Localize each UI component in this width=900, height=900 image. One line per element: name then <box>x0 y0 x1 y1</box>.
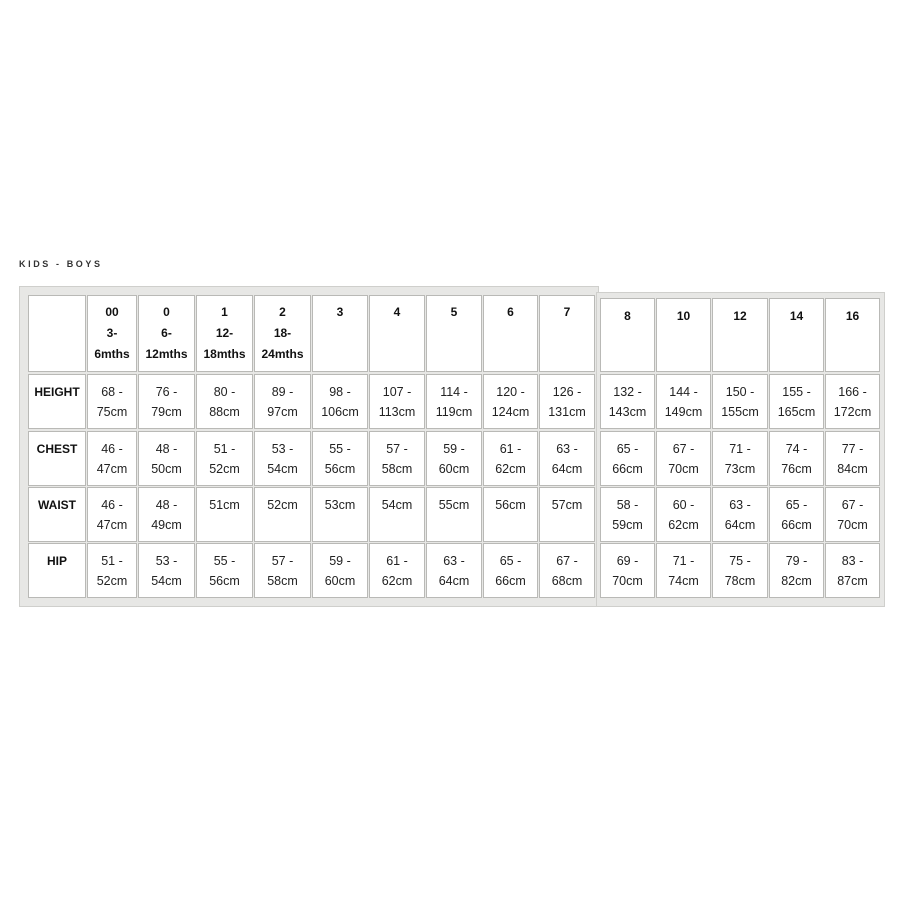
measurement-cell <box>369 431 425 486</box>
measurement-cell <box>138 374 195 429</box>
cell-line: 126 - <box>552 385 582 399</box>
measurement-cell <box>312 487 368 542</box>
size-header-cell <box>825 298 880 372</box>
cell-line: 143cm <box>608 405 647 419</box>
cell-line: 131cm <box>548 405 586 419</box>
measurement-cell <box>483 374 538 429</box>
cell-line: 113cm <box>378 405 416 419</box>
cell-line: 6 <box>507 305 514 319</box>
size-header-cell <box>656 298 711 372</box>
cell-line: 51cm <box>209 498 240 512</box>
cell-line: 165cm <box>777 405 816 419</box>
cell-line: 3 <box>336 305 344 319</box>
measurement-cell <box>825 487 880 542</box>
cell-line: 6- <box>161 326 172 340</box>
cell-line: 51 - <box>213 442 236 456</box>
cell-line: 61 - <box>386 554 408 568</box>
size-chart-title: KIDS - BOYS <box>19 259 103 269</box>
cell-line: 57 - <box>271 554 294 568</box>
cell-line: 51 - <box>101 554 123 568</box>
measurement-cell <box>87 431 137 486</box>
cell-line: 64cm <box>724 518 756 532</box>
cell-line: 10 <box>676 309 691 323</box>
measurement-cell <box>539 487 595 542</box>
cell-line: 8 <box>624 309 631 323</box>
cell-line: 67 - <box>841 498 864 512</box>
cell-line: 106cm <box>321 405 359 419</box>
cell-line: 66cm <box>781 518 812 532</box>
cell-line: 12mths <box>145 347 188 361</box>
cell-line: 52cm <box>96 574 128 588</box>
measurement-cell <box>312 543 368 598</box>
measurement-cell <box>712 374 768 429</box>
size-header-cell <box>254 295 311 372</box>
row-label-waist: WAIST <box>28 487 86 542</box>
cell-line: 132 - <box>613 385 642 399</box>
cell-line: 119cm <box>435 405 473 419</box>
cell-line: 4 <box>393 305 401 319</box>
cell-line: 57cm <box>551 498 583 512</box>
measurement-cell <box>254 487 311 542</box>
cell-line: 57 - <box>386 442 408 456</box>
measurement-cell <box>825 543 880 598</box>
cell-line: 47cm <box>96 518 128 532</box>
measurement-cell <box>196 431 253 486</box>
cell-line: 70cm <box>612 574 643 588</box>
measurement-cell <box>483 431 538 486</box>
cell-line: 0 <box>163 305 170 319</box>
measurement-cell <box>196 374 253 429</box>
measurement-cell <box>825 374 880 429</box>
cell-line: 55 - <box>329 442 351 456</box>
size-header-cell <box>426 295 482 372</box>
cell-line: 87cm <box>837 574 868 588</box>
cell-line: 18- <box>273 326 292 340</box>
measurement-cell <box>712 431 768 486</box>
measurement-cell <box>712 487 768 542</box>
cell-line: 49cm <box>151 518 182 532</box>
measurement-cell <box>769 374 824 429</box>
measurement-cell <box>138 487 195 542</box>
cell-line: 58cm <box>267 574 298 588</box>
cell-line: 47cm <box>96 462 128 476</box>
measurement-cell <box>539 374 595 429</box>
cell-line: 48 - <box>155 498 178 512</box>
cell-line: 150 - <box>725 385 755 399</box>
cell-line: 54cm <box>151 574 182 588</box>
measurement-cell <box>369 374 425 429</box>
measurement-cell <box>254 374 311 429</box>
cell-line: 60cm <box>324 574 356 588</box>
cell-line: 83 - <box>841 554 864 568</box>
cell-line: 172cm <box>833 405 872 419</box>
cell-line: 73cm <box>724 462 756 476</box>
cell-line: 120 - <box>496 385 525 399</box>
measurement-cell <box>656 487 711 542</box>
cell-line: 53cm <box>324 498 356 512</box>
measurement-cell <box>426 374 482 429</box>
cell-line: 18mths <box>203 347 246 361</box>
measurement-cell <box>369 543 425 598</box>
measurement-cell <box>769 543 824 598</box>
cell-line: 71 - <box>672 554 695 568</box>
cell-line: 114 - <box>440 385 468 399</box>
cell-line: 53 - <box>271 442 294 456</box>
cell-line: 65 - <box>785 498 808 512</box>
measurement-cell <box>426 543 482 598</box>
measurement-cell <box>87 487 137 542</box>
cell-line: 78cm <box>724 574 756 588</box>
measurement-cell <box>600 431 655 486</box>
row-label-height: HEIGHT <box>28 374 86 429</box>
cell-line: 88cm <box>209 405 240 419</box>
cell-line: 82cm <box>781 574 812 588</box>
cell-line: 55 - <box>213 554 236 568</box>
size-header-cell <box>87 295 137 372</box>
cell-line: 80 - <box>213 385 236 399</box>
size-header-cell <box>483 295 538 372</box>
measurement-cell <box>712 543 768 598</box>
measurement-cell <box>539 431 595 486</box>
cell-line: 59cm <box>612 518 643 532</box>
row-label-chest: CHEST <box>28 431 86 486</box>
cell-line: 68cm <box>551 574 583 588</box>
measurement-cell <box>369 487 425 542</box>
cell-line: 58cm <box>381 462 413 476</box>
cell-line: 74 - <box>785 442 808 456</box>
cell-line: 56cm <box>209 574 240 588</box>
cell-line: 55cm <box>438 498 470 512</box>
cell-line: 155cm <box>721 405 759 419</box>
cell-line: 64cm <box>551 462 583 476</box>
cell-line: 166 - <box>838 385 867 399</box>
corner-cell <box>28 295 86 372</box>
cell-line: 71 - <box>729 442 751 456</box>
cell-line: 155 - <box>782 385 811 399</box>
cell-line: 64cm <box>438 574 470 588</box>
size-header-cell <box>369 295 425 372</box>
cell-line: 12 <box>733 309 747 323</box>
cell-line: 59 - <box>329 554 351 568</box>
cell-line: 48 - <box>155 442 178 456</box>
cell-line: 77 - <box>841 442 864 456</box>
cell-line: 5 <box>450 305 458 319</box>
measurement-cell <box>312 374 368 429</box>
measurement-cell <box>656 374 711 429</box>
cell-line: 62cm <box>381 574 413 588</box>
size-header-cell <box>712 298 768 372</box>
measurement-cell <box>312 431 368 486</box>
cell-line: 66cm <box>495 574 526 588</box>
cell-line: 1 <box>221 305 228 319</box>
cell-line: 63 - <box>729 498 751 512</box>
cell-line: 70cm <box>837 518 868 532</box>
size-header-cell <box>138 295 195 372</box>
cell-line: 98 - <box>329 385 351 399</box>
cell-line: 89 - <box>271 385 294 399</box>
measurement-cell <box>483 543 538 598</box>
cell-line: 74cm <box>668 574 699 588</box>
cell-line: 3- <box>106 326 118 340</box>
cell-line: 54cm <box>267 462 298 476</box>
measurement-cell <box>769 487 824 542</box>
size-header-cell <box>539 295 595 372</box>
cell-line: 2 <box>279 305 286 319</box>
measurement-cell <box>656 543 711 598</box>
cell-line: 53 - <box>155 554 178 568</box>
measurement-cell <box>539 543 595 598</box>
measurement-cell <box>87 543 137 598</box>
cell-line: 67 - <box>672 442 695 456</box>
measurement-cell <box>825 431 880 486</box>
cell-line: 52cm <box>209 462 240 476</box>
cell-line: 79 - <box>785 554 808 568</box>
size-header-cell <box>769 298 824 372</box>
measurement-cell <box>138 431 195 486</box>
measurement-cell <box>254 431 311 486</box>
measurement-cell <box>254 543 311 598</box>
row-label-hip: HIP <box>28 543 86 598</box>
measurement-cell <box>196 487 253 542</box>
cell-line: 75 - <box>729 554 751 568</box>
cell-line: 60cm <box>438 462 470 476</box>
cell-line: 61 - <box>499 442 522 456</box>
cell-line: 65 - <box>616 442 639 456</box>
cell-line: 6mths <box>94 347 130 361</box>
cell-line: 144 - <box>669 385 698 399</box>
cell-line: 00 <box>105 305 119 319</box>
cell-line: 46 - <box>101 442 123 456</box>
measurement-cell <box>426 487 482 542</box>
cell-line: 16 <box>845 309 860 323</box>
cell-line: 107 - <box>382 385 412 399</box>
cell-line: 97cm <box>267 405 298 419</box>
cell-line: 14 <box>789 309 804 323</box>
cell-line: 66cm <box>612 462 643 476</box>
cell-line: 50cm <box>151 462 182 476</box>
size-header-cell <box>312 295 368 372</box>
cell-line: 52cm <box>267 498 298 512</box>
measurement-cell <box>138 543 195 598</box>
cell-line: 79cm <box>151 405 182 419</box>
cell-line: 46 - <box>101 498 123 512</box>
measurement-cell <box>600 487 655 542</box>
cell-line: 59 - <box>443 442 465 456</box>
cell-line: 70cm <box>668 462 699 476</box>
cell-line: 56cm <box>495 498 526 512</box>
cell-line: 58 - <box>616 498 639 512</box>
measurement-cell <box>600 374 655 429</box>
measurement-cell <box>483 487 538 542</box>
measurement-cell <box>600 543 655 598</box>
cell-line: 149cm <box>664 405 703 419</box>
cell-line: 65 - <box>499 554 522 568</box>
cell-line: 60 - <box>672 498 695 512</box>
measurement-cell <box>426 431 482 486</box>
cell-line: 124cm <box>491 405 530 419</box>
cell-line: 84cm <box>837 462 868 476</box>
cell-line: 54cm <box>381 498 413 512</box>
measurement-cell <box>769 431 824 486</box>
cell-line: 62cm <box>668 518 699 532</box>
measurement-cell <box>87 374 137 429</box>
cell-line: 75cm <box>96 405 128 419</box>
cell-line: 63 - <box>443 554 465 568</box>
cell-line: 76cm <box>781 462 812 476</box>
cell-line: 69 - <box>616 554 639 568</box>
cell-line: 63 - <box>556 442 578 456</box>
size-header-cell <box>196 295 253 372</box>
cell-line: 67 - <box>556 554 578 568</box>
size-header-cell <box>600 298 655 372</box>
cell-line: 56cm <box>324 462 356 476</box>
cell-line: 12- <box>215 326 234 340</box>
cell-line: 24mths <box>261 347 304 361</box>
cell-line: 76 - <box>155 385 178 399</box>
measurement-cell <box>196 543 253 598</box>
measurement-cell <box>656 431 711 486</box>
cell-line: 68 - <box>101 385 123 399</box>
cell-line: 62cm <box>495 462 526 476</box>
cell-line: 7 <box>563 305 571 319</box>
